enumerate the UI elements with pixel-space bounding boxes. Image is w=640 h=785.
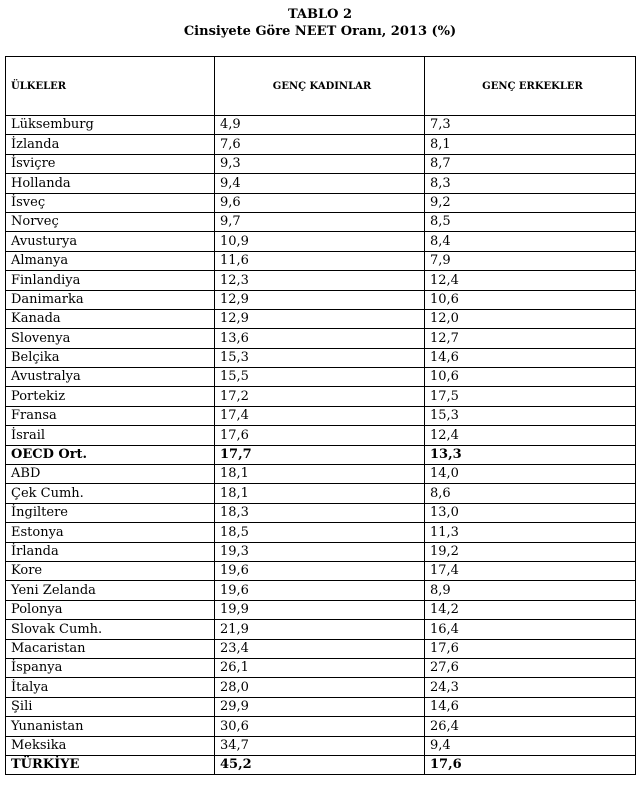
country-cell: İsveç (6, 193, 215, 212)
table-row (6, 658, 636, 677)
table-row (6, 271, 636, 290)
men-cell: 13,0 (425, 503, 636, 522)
country-cell: Almanya (6, 251, 215, 270)
women-cell: 34,7 (215, 736, 425, 755)
women-cell: 9,7 (215, 212, 425, 231)
country-cell: Macaristan (6, 639, 215, 658)
country-cell: İngiltere (6, 503, 215, 522)
women-cell: 19,6 (215, 581, 425, 600)
country-cell: Şili (6, 697, 215, 716)
table-row (6, 135, 636, 154)
men-cell: 17,5 (425, 387, 636, 406)
table-row (6, 212, 636, 231)
men-cell: 12,4 (425, 426, 636, 445)
men-cell: 8,6 (425, 484, 636, 503)
table-row (6, 251, 636, 270)
women-cell: 28,0 (215, 678, 425, 697)
country-cell: Hollanda (6, 174, 215, 193)
women-cell: 9,6 (215, 193, 425, 212)
men-cell: 8,7 (425, 154, 636, 173)
men-cell: 9,2 (425, 193, 636, 212)
women-cell: 23,4 (215, 639, 425, 658)
table-row (6, 426, 636, 445)
table-row (6, 329, 636, 348)
country-cell: İzlanda (6, 135, 215, 154)
men-cell: 13,3 (425, 445, 636, 464)
women-cell: 7,6 (215, 135, 425, 154)
table-row (6, 561, 636, 580)
women-cell: 19,3 (215, 542, 425, 561)
men-cell: 8,9 (425, 581, 636, 600)
women-cell: 18,1 (215, 465, 425, 484)
header-row (6, 57, 636, 116)
women-cell: 17,7 (215, 445, 425, 464)
header-young-women: GENÇ KADINLAR (215, 57, 425, 116)
table-row (6, 620, 636, 639)
country-cell: Fransa (6, 406, 215, 425)
table-row (6, 116, 636, 135)
table-row (6, 445, 636, 464)
men-cell: 17,6 (425, 755, 636, 774)
table-row (6, 678, 636, 697)
women-cell: 30,6 (215, 717, 425, 736)
table-row (6, 290, 636, 309)
men-cell: 10,6 (425, 290, 636, 309)
women-cell: 18,1 (215, 484, 425, 503)
table-row (6, 542, 636, 561)
women-cell: 15,3 (215, 348, 425, 367)
table-row (6, 736, 636, 755)
table-title: TABLO 2 (287, 7, 353, 22)
women-cell: 19,6 (215, 561, 425, 580)
header-young-men: GENÇ ERKEKLER (425, 57, 636, 116)
women-cell: 17,4 (215, 406, 425, 425)
men-cell: 12,7 (425, 329, 636, 348)
women-cell: 18,3 (215, 503, 425, 522)
men-cell: 24,3 (425, 678, 636, 697)
table-row (6, 755, 636, 774)
men-cell: 12,4 (425, 271, 636, 290)
country-cell: OECD Ort. (6, 445, 215, 464)
table-row (6, 639, 636, 658)
country-cell: Slovak Cumh. (6, 620, 215, 639)
table-caption (0, 6, 640, 40)
country-cell: TÜRKİYE (6, 755, 215, 774)
men-cell: 8,5 (425, 212, 636, 231)
table-row (6, 600, 636, 619)
table-row (6, 523, 636, 542)
men-cell: 26,4 (425, 717, 636, 736)
women-cell: 19,9 (215, 600, 425, 619)
women-cell: 12,9 (215, 290, 425, 309)
table-row (6, 232, 636, 251)
women-cell: 26,1 (215, 658, 425, 677)
men-cell: 12,0 (425, 309, 636, 328)
table-row (6, 503, 636, 522)
women-cell: 18,5 (215, 523, 425, 542)
table-row (6, 717, 636, 736)
country-cell: Yunanistan (6, 717, 215, 736)
table-row (6, 387, 636, 406)
country-cell: İspanya (6, 658, 215, 677)
table-row (6, 465, 636, 484)
table-row (6, 406, 636, 425)
women-cell: 10,9 (215, 232, 425, 251)
country-cell: İtalya (6, 678, 215, 697)
women-cell: 4,9 (215, 116, 425, 135)
country-cell: Slovenya (6, 329, 215, 348)
country-cell: Kanada (6, 309, 215, 328)
women-cell: 29,9 (215, 697, 425, 716)
country-cell: İsrail (6, 426, 215, 445)
women-cell: 45,2 (215, 755, 425, 774)
men-cell: 14,0 (425, 465, 636, 484)
men-cell: 17,6 (425, 639, 636, 658)
men-cell: 16,4 (425, 620, 636, 639)
women-cell: 9,4 (215, 174, 425, 193)
table-row (6, 368, 636, 387)
country-cell: Avusturya (6, 232, 215, 251)
neet-table (5, 56, 636, 775)
women-cell: 21,9 (215, 620, 425, 639)
women-cell: 11,6 (215, 251, 425, 270)
country-cell: ABD (6, 465, 215, 484)
table-row (6, 697, 636, 716)
men-cell: 14,6 (425, 348, 636, 367)
men-cell: 8,3 (425, 174, 636, 193)
women-cell: 12,3 (215, 271, 425, 290)
header-countries: ÜLKELER (6, 57, 215, 116)
women-cell: 17,2 (215, 387, 425, 406)
country-cell: Finlandiya (6, 271, 215, 290)
men-cell: 7,3 (425, 116, 636, 135)
table-row (6, 174, 636, 193)
men-cell: 10,6 (425, 368, 636, 387)
country-cell: Meksika (6, 736, 215, 755)
women-cell: 13,6 (215, 329, 425, 348)
men-cell: 14,2 (425, 600, 636, 619)
table-row (6, 348, 636, 367)
table-row (6, 484, 636, 503)
women-cell: 12,9 (215, 309, 425, 328)
country-cell: Polonya (6, 600, 215, 619)
country-cell: Danimarka (6, 290, 215, 309)
women-cell: 17,6 (215, 426, 425, 445)
men-cell: 15,3 (425, 406, 636, 425)
table-body (6, 116, 636, 775)
country-cell: Norveç (6, 212, 215, 231)
men-cell: 19,2 (425, 542, 636, 561)
men-cell: 14,6 (425, 697, 636, 716)
country-cell: Belçika (6, 348, 215, 367)
men-cell: 11,3 (425, 523, 636, 542)
table-row (6, 309, 636, 328)
country-cell: Kore (6, 561, 215, 580)
country-cell: Portekiz (6, 387, 215, 406)
men-cell: 27,6 (425, 658, 636, 677)
country-cell: Estonya (6, 523, 215, 542)
table-subtitle: Cinsiyete Göre NEET Oranı, 2013 (%) (183, 24, 457, 39)
women-cell: 9,3 (215, 154, 425, 173)
table-row (6, 193, 636, 212)
men-cell: 17,4 (425, 561, 636, 580)
country-cell: Avustralya (6, 368, 215, 387)
country-cell: Çek Cumh. (6, 484, 215, 503)
men-cell: 8,1 (425, 135, 636, 154)
country-cell: İrlanda (6, 542, 215, 561)
table-row (6, 581, 636, 600)
country-cell: Lüksemburg (6, 116, 215, 135)
country-cell: Yeni Zelanda (6, 581, 215, 600)
men-cell: 7,9 (425, 251, 636, 270)
table-row (6, 154, 636, 173)
country-cell: İsviçre (6, 154, 215, 173)
men-cell: 8,4 (425, 232, 636, 251)
men-cell: 9,4 (425, 736, 636, 755)
women-cell: 15,5 (215, 368, 425, 387)
